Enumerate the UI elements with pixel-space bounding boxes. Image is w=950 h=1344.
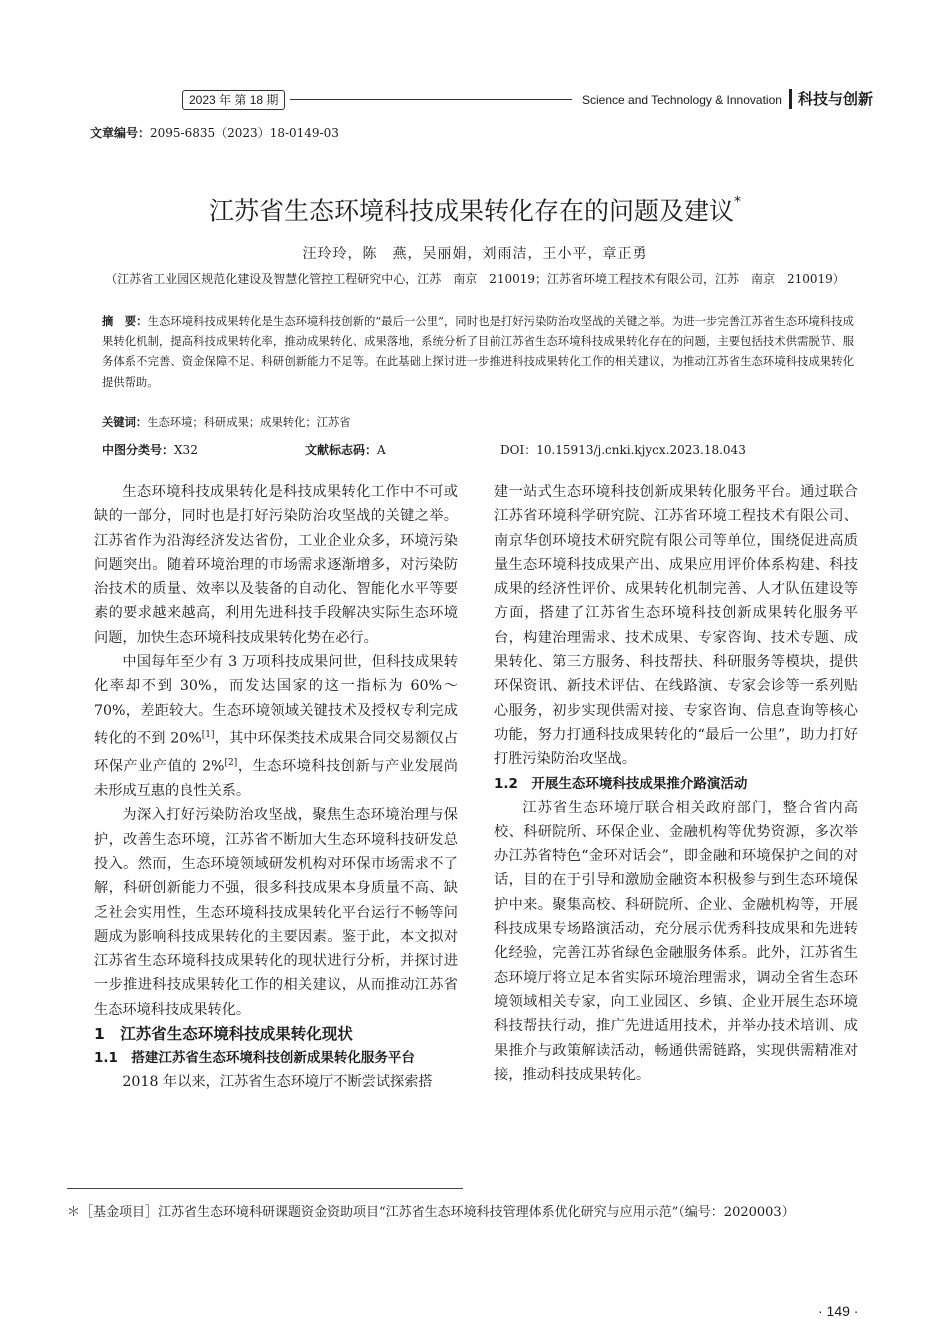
header-rule xyxy=(290,99,572,100)
issue-label: 2023 年 第 18 期 xyxy=(182,90,285,110)
citation-ref[interactable]: [2] xyxy=(224,758,238,768)
paragraph: 建一站式生态环境科技创新成果转化服务平台。通过联合江苏省环境科学研究院、江苏省环境工程技术有限公司、南京华创环境技术研究院有限公司等单位，围绕促进高质量生态环境科技成果产出、成果应用评价体系构建、科技成果的经济性评价、成果转化机制完善、人才队伍建设等方面，搭建了江苏省生态环境科技创新成果转化服务平台，构建治理需求、技术成果、专家咨询、技术专题、成果转化、第三方服务、科技帮扶、科研服务等模块，提供环保资讯、新技术评估、在线路演、专家会诊等一系列贴心服务，初步实现供需对接、专家咨询、信息查询等核心功能，努力打通科技成果转化的“最后一公里”，助力打好打胜污染防治攻坚战。 xyxy=(494,484,858,768)
section-heading: 1 江苏省生态环境科技成果转化现状 xyxy=(94,1025,353,1043)
footnote: ＊［基金项目］江苏省生态环境科研课题资金资助项目“江苏省生态环境科技管理体系优化研究与应用示范”（编号：2020003） xyxy=(67,1205,795,1220)
paragraph-text: ，生态环境科技创新与产业发展尚未形成互惠的良性关系。 xyxy=(94,758,458,800)
title-text: 江苏省生态环境科技成果转化存在的问题及建议 xyxy=(208,196,734,226)
keywords xyxy=(102,414,351,432)
keywords-value: 生态环境；科研成果；成果转化；江苏省 xyxy=(147,416,351,429)
paragraph: 为深入打好污染防治攻坚战，聚焦生态环境治理与保护，改善生态环境，江苏省不断加大生态环境科技研发总投入。然而，生态环境领域研发机构对环保市场需求不了解，科研创新能力不强，很多科技成果本身质量不高、缺乏社会实用性，生态环境科技成果转化平台运行不畅等问题成为影响科技成果转化的主要因素。鉴于此，本文拟对江苏省生态环境科技成果转化的现状进行分析，并探讨进一步推进科技成果转化工作的相关建议，从而推动江苏省生态环境科技成果转化。 xyxy=(94,807,458,1018)
classification-label: 中图分类号： xyxy=(102,443,175,457)
doc-code-label: 文献标志码： xyxy=(305,443,378,457)
page-number: · 149 · xyxy=(818,1303,859,1319)
article-number-label: 文章编号： xyxy=(90,126,151,140)
paragraph: 生态环境科技成果转化是科技成果转化工作中不可或缺的一部分，同时也是打好污染防治攻坚战的关键之举。江苏省作为沿海经济发达省份，工业企业众多，环境污染问题突出。随着环境治理的市场需求逐渐增多，对污染防治技术的质量、效率以及装备的自动化、智能化水平等要素的要求越来越高，利用先进科技手段解决实际生态环境问题，加快生态环境科技成果转化势在必行。 xyxy=(94,484,458,646)
classification xyxy=(102,441,198,459)
abstract xyxy=(102,312,854,393)
paragraph: 2018 年以来，江苏省生态环境厅不断尝试探索搭 xyxy=(122,1074,433,1090)
keywords-label: 关键词： xyxy=(102,416,148,429)
article-number xyxy=(90,124,339,142)
paragraph-text: 中国每年至少有 3 万项科技成果问世，但科技成果转化率却不到 30%，而发达国家的这一指标为 60%～70%，差距较大。生态环境领域关键技术及授权专利完成转化的不到 20% xyxy=(94,654,458,747)
journal-name-en: Science and Technology & Innovation xyxy=(582,93,782,107)
body-column-left xyxy=(94,480,458,1094)
subsection-heading: 1.2 开展生态环境科技成果推介路演活动 xyxy=(494,775,748,792)
journal-name-cn: 科技与创新 xyxy=(798,90,874,108)
doc-code-value: A xyxy=(377,443,386,457)
abstract-text: 生态环境科技成果转化是生态环境科技创新的“最后一公里”，同时也是打好污染防治攻坚战的关键之举。为进一步完善江苏省生态环境科技成果转化机制，提高科技成果转化率，推动成果转化、成果落地，系统分析了目前江苏省生态环境科技成果转化存在的问题，主要包括技术供需脱节、服务体系不完善、资金保障不足、科研创新能力不足等。在此基础上探讨进一步推进科技成果转化工作的相关建议，为推动江苏省生态环境科技成果转化提供帮助。 xyxy=(102,315,854,389)
subsection-heading: 1.1 搭建江苏省生态环境科技创新成果转化服务平台 xyxy=(94,1050,415,1066)
body-column-right xyxy=(494,480,858,1087)
paragraph-text: ，其中环保类技术成果合同交易额仅占环保产业产值的 2% xyxy=(94,730,458,775)
title-footnote-mark: * xyxy=(734,194,741,210)
abstract-label: 摘 要： xyxy=(102,315,148,328)
header-divider xyxy=(789,89,792,109)
article-title xyxy=(0,188,950,229)
doc-code xyxy=(305,441,386,459)
authors: 汪玲玲，陈 燕，吴丽娟，刘雨洁，王小平，章正勇 xyxy=(302,246,648,262)
affiliation: （江苏省工业园区规范化建设及智慧化管控工程研究中心，江苏 南京 210019；江苏省环境工程技术有限公司，江苏 南京 210019） xyxy=(105,272,845,286)
paragraph: 江苏省生态环境厅联合相关政府部门，整合省内高校、科研院所、环保企业、金融机构等优势资源，多次举办江苏省特色“金环对话会”，即金融和环境保护之间的对话，目的在于引导和激励金融资本积极参与到生态环境保护中来。聚集高校、科研院所、企业、金融机构等，开展科技成果专场路演活动，充分展示优秀科技成果和先进转化经验，完善江苏省绿色金融服务体系。此外，江苏省生态环境厅将立足本省实际环境治理需求，调动全省生态环境领域相关专家，向工业园区、乡镇、企业开展生态环境科技帮扶行动，推广先进适用技术，并举办技术培训、成果推介与政策解读活动，畅通供需链路，实现供需精准对接，推动科技成果转化。 xyxy=(494,799,858,1083)
citation-ref[interactable]: [1] xyxy=(201,729,215,740)
classification-value: X32 xyxy=(174,443,198,457)
doi: DOI：10.15913/j.cnki.kjycx.2023.18.043 xyxy=(500,443,746,457)
footnote-rule xyxy=(67,1188,463,1189)
paragraph xyxy=(94,650,458,803)
article-number-value: 2095-6835（2023）18-0149-03 xyxy=(150,126,339,140)
